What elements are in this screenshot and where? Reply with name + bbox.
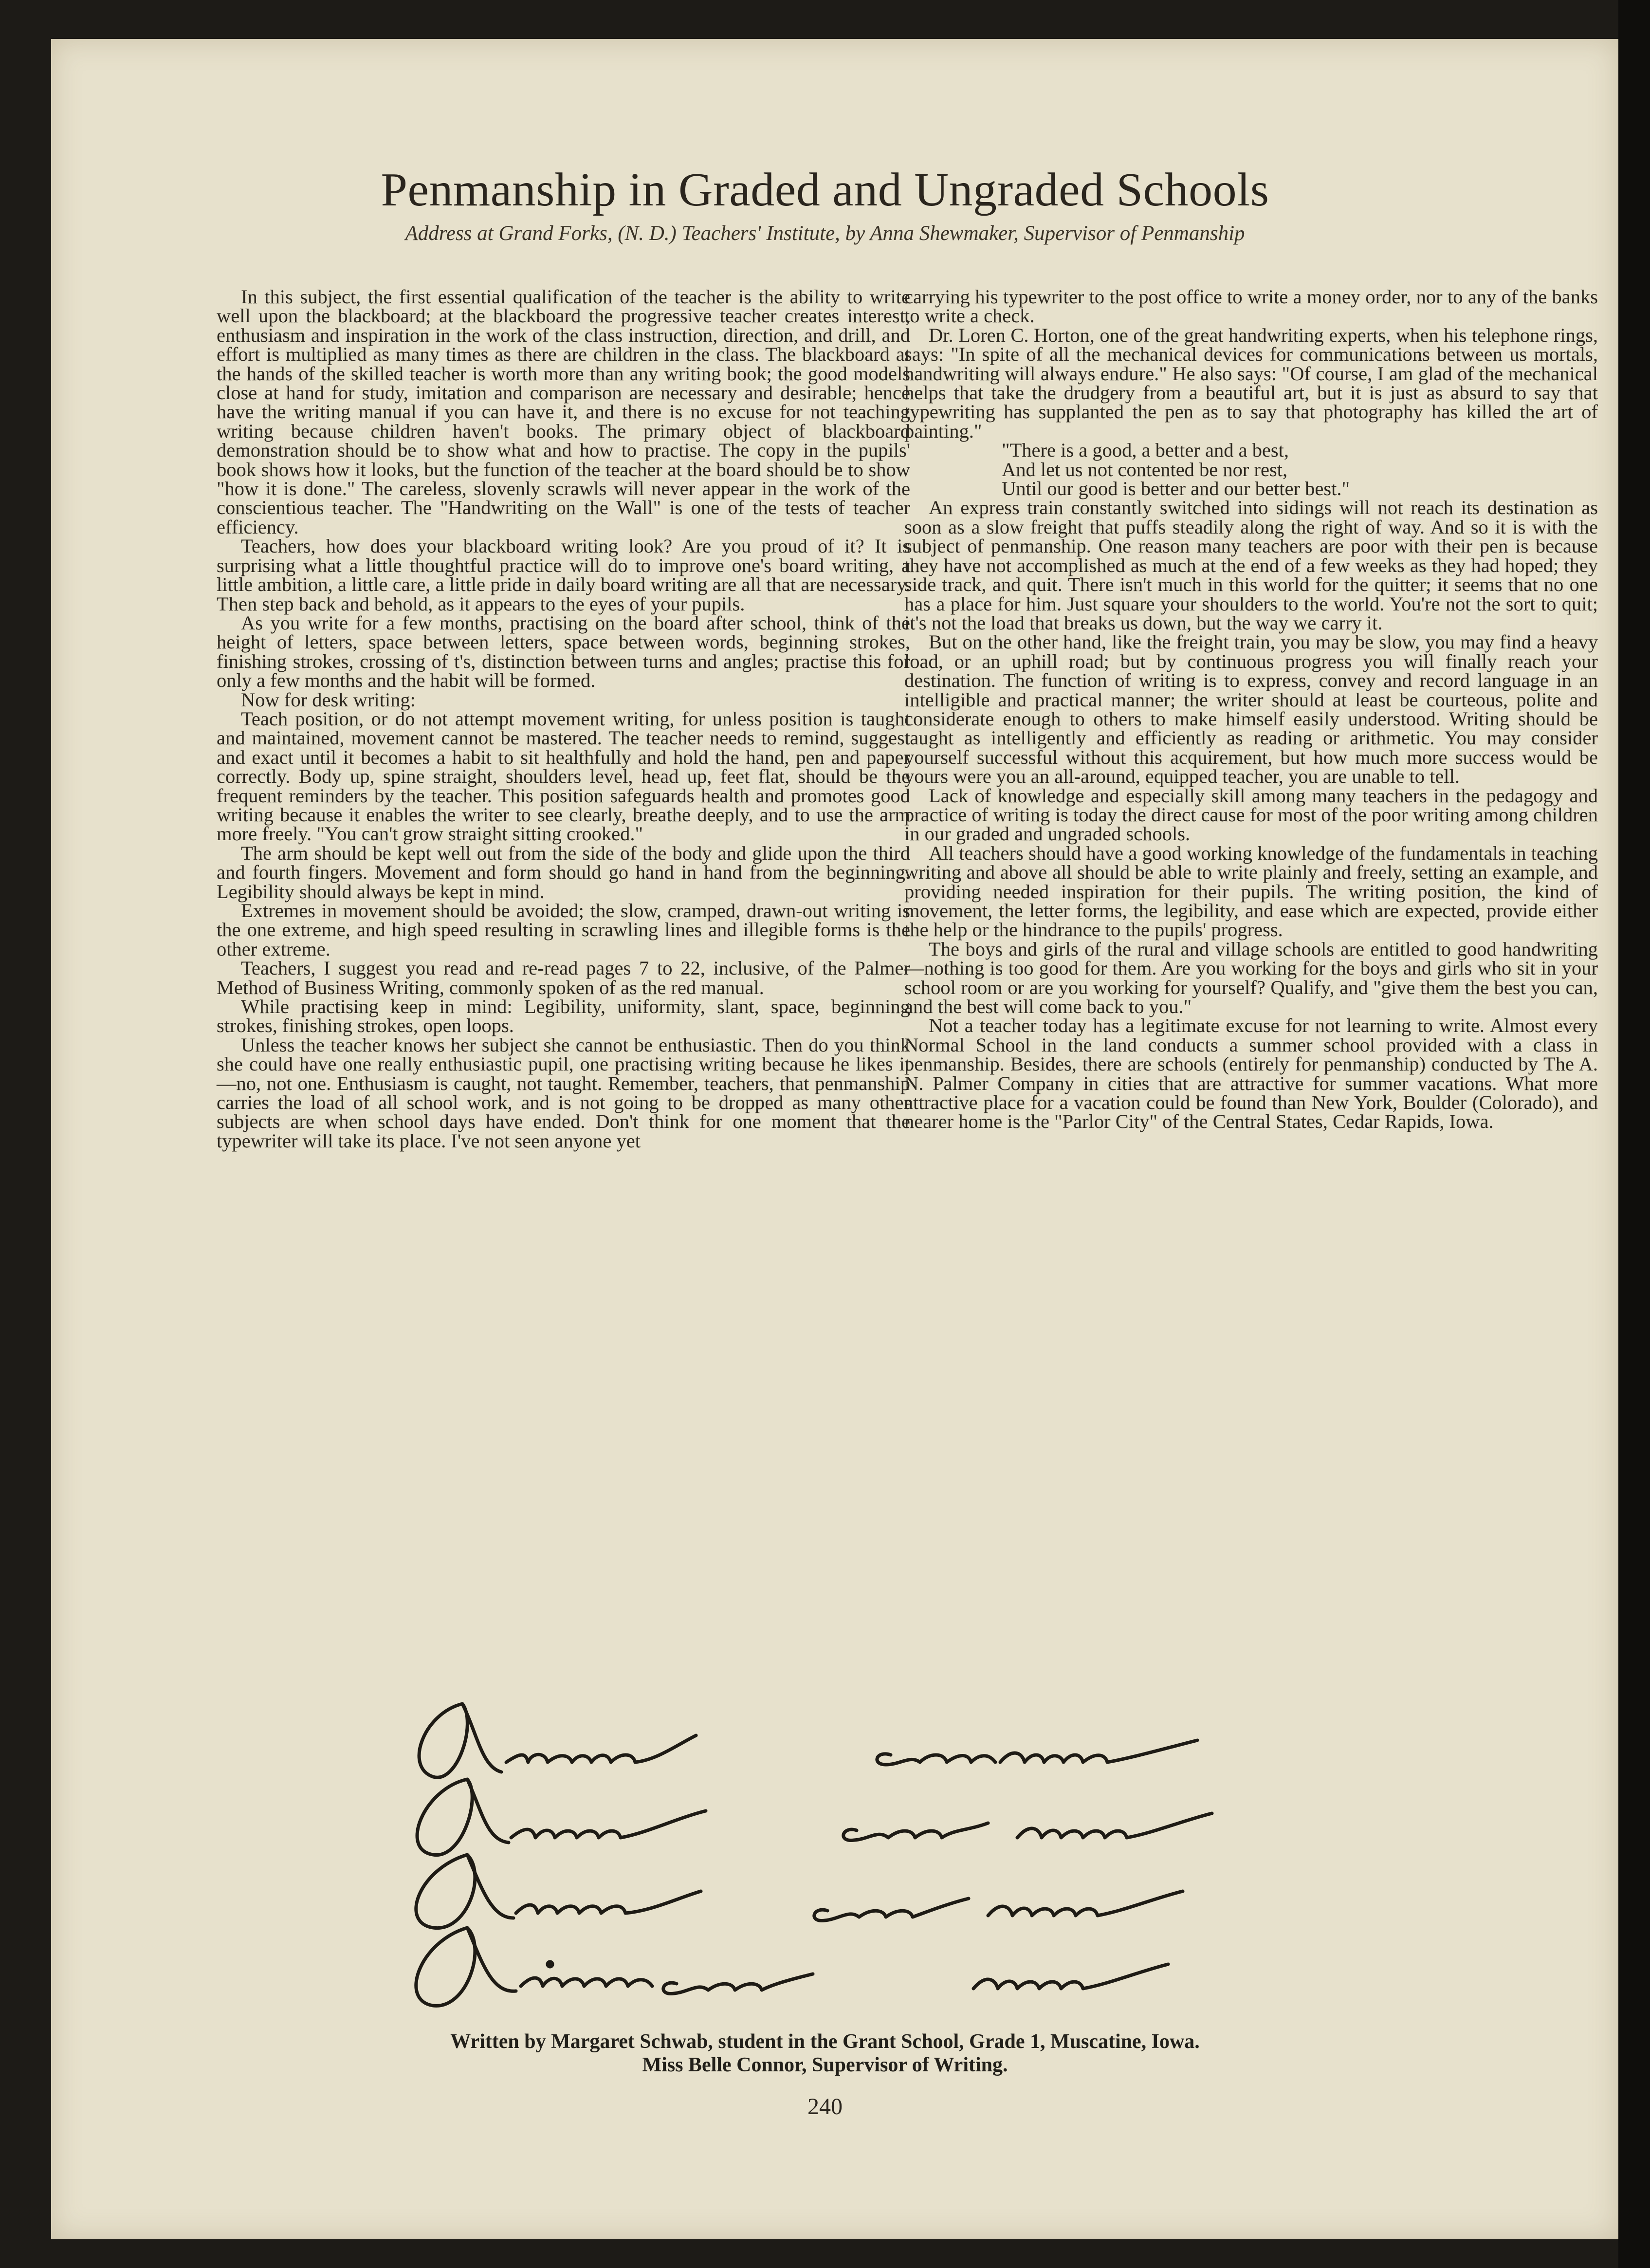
script-word-man [516,1891,701,1913]
verse-line: Until our good is better and our better best." [1002,478,1350,500]
paragraph: While practising keep in mind: Legibility, uniformity, slant, space, beginning strokes, finishing strokes, open loops. [217,996,910,1037]
article-subtitle: Address at Grand Forks, (N. D.) Teachers' Institute, by Anna Shewmaker, Supervisor of Penmanship [405,222,1245,245]
script-capital-a [417,1779,509,1855]
verse-line: "There is a good, a better and a best, [1002,439,1289,461]
script-word-can [843,1823,988,1840]
paragraph: All teachers should have a good working knowledge of the fundamentals in teaching writing and above all should be able to write plainly and freely, setting an example, and providing needed inspiration for their pupils. The writing position, the kind of movement, the letter forms, the legibility, and ease which are expected, provide either the help or the hindrance to the pupils' progress. [904,842,1598,941]
paragraph: An express train constantly switched into sidings will not reach its destination as soon as a slow freight that puffs steadily along the right of way. And so it is with the subject of penmanship. One reason many teachers are poor with their pen is because they have not accomplished as much at the end of a few weeks as they had hoped; they side track, and quit. There isn't much in this world for the quitter; it seems that no one has a place for him. Just square your shoulders to the world. You're not the sort to quit; it's not the load that breaks us down, but the way we carry it. [904,497,1598,634]
paragraph: Unless the teacher knows her subject she cannot be enthusiastic. Then do you think she could have one really enthusiastic pupil, one practising writing because he likes it—no, not one. Enthusiasm is caught, not taught. Remember, teachers, that penmanship carries the load of all school work, and is not going to be dropped as many other subjects are when school days have ended. Don't think for one moment that the typewriter will take its place. I've not seen anyone yet [217,1033,910,1152]
paragraph: The arm should be kept well out from the side of the body and glide upon the third and fourth fingers. Movement and form should go hand in hand from the beginning. Legibility should always be kept in mind. [217,842,910,903]
paragraph: Extremes in movement should be avoided; the slow, cramped, drawn-out writing is the one extreme, and high speed resulting in scrawling lines and illegible forms is the other extreme. [217,900,910,960]
script-word-man [511,1811,706,1838]
paragraph: Lack of knowledge and especially skill among many teachers in the pedagogy and practice of writing is today the direct cause for most of the poor writing among children in our graded and ungraded schools. [904,784,1598,845]
left-column [217,287,910,1150]
script-word-man [521,1978,652,1986]
paragraph: carrying his typewriter to the post office to write a money order, nor to any of the banks to write a check. [904,286,1598,327]
script-word-run [1000,1740,1197,1762]
caption-line: Miss Belle Connor, Supervisor of Writing. [642,2054,1008,2076]
verse-line: And let us not contented be nor rest, [1002,458,1288,480]
handwriting-sample-image [404,1694,1426,2010]
paragraph: Now for desk writing: [241,688,416,711]
script-capital-a [416,1855,513,1928]
paragraph: The boys and girls of the rural and village schools are entitled to good handwriting—nothing is too good for them. Are you working for the boys and girls who sit in your school room or are you working for yourself? Qualify, and "give them the best you can, and the best will come back to you." [904,938,1598,1018]
right-column [904,287,1598,1131]
script-dot [548,1962,552,1967]
paragraph: But on the other hand, like the freight train, you may be slow, you may find a heavy load, or an uphill road; but by continuous progress you will finally reach your destination. The function of writing is to express, convey and record language in an intelligible and practical manner; the writer should at least be courteous, polite and considerate enough to others to make himself easily understood. Writing should be taught as intelligently and efficiently as reading or arithmetic. You may consider yourself successful without this acquirement, but how much more success would be yours were you an all-around, equipped teacher, you are unable to tell. [904,631,1598,788]
script-word-run [1017,1813,1212,1838]
paragraph: As you write for a few months, practising on the board after school, think of the height of letters, space between letters, space between words, beginning strokes, finishing strokes, crossing of t's, distinction between turns and angles; practise this for only a few months and the habit will be formed. [217,611,910,692]
script-word-can [814,1899,969,1920]
paragraph: Teachers, how does your blackboard writing look? Are you proud of it? It is surprising what a little thoughtful practice will do to improve one's board writing, a little ambition, a little care, a little pride in daily board writing are all that are necessary. Then step back and behold, as it appears to the eyes of your pupils. [217,535,910,615]
paragraph: Not a teacher today has a legitimate excuse for not learning to write. Almost every Normal School in the land conducts a summer school provided with a class in penmanship. Besides, there are schools (entirely for penmanship) conducted by The A. N. Palmer Company in cities that are attractive for summer vacations. What more attractive place for a vacation could be found than New York, Boulder (Colorado), and nearer home is the "Parlor City" of the Central States, Cedar Rapids, Iowa. [904,1014,1598,1133]
page-number: 240 [807,2094,843,2120]
verse-quote [1002,441,1598,498]
script-word-run [973,1964,1168,1989]
script-word-can [663,1974,813,1993]
script-word-man [506,1735,696,1762]
scan-edge [1618,0,1650,2268]
caption-line: Written by Margaret Schwab, student in the Grant School, Grade 1, Muscatine, Iowa. [450,2030,1200,2053]
script-capital-a [416,1928,516,2006]
paragraph: Dr. Loren C. Horton, one of the great handwriting experts, when his telephone rings, says: "In spite of all the mechanical devices for communications between us mortals, handwriting will always endure." He also says: "Of course, I am glad of the mechanical helps that take the drudgery from a beautiful art, but it is just as absurd to say that typewriting has supplanted the pen as to say that photography has killed the art of painting." [904,324,1598,442]
article-title: Penmanship in Graded and Ungraded Schools [381,164,1269,216]
script-word-run [988,1891,1183,1916]
paragraph: Teach position, or do not attempt movement writing, for unless position is taught and maintained, movement cannot be mastered. The teacher needs to remind, suggest and exact until it becomes a habit to sit healthfully and hold the hand, pen and paper correctly. Body up, spine straight, shoulders level, head up, feet flat, should be the frequent reminders by the teacher. This position safeguards health and promotes good writing because it enables the writer to see clearly, breathe deeply, and to use the arm more freely. "You can't grow straight sitting crooked." [217,707,910,845]
script-capital-a [419,1704,501,1777]
script-word-can [877,1754,995,1765]
sample-caption [0,2030,1650,2077]
paragraph: Teachers, I suggest you read and re-read pages 7 to 22, inclusive, of the Palmer Method of Business Writing, commonly spoken of as the red manual. [217,957,910,998]
paragraph: In this subject, the first essential qualification of the teacher is the ability to write well upon the blackboard; at the blackboard the progressive teacher creates interest, enthusiasm and inspiration in the work of the class instruction, direction, and drill, and effort is multiplied as many times as there are children in the class. The blackboard at the hands of the skilled teacher is worth more than any writing book; the good models close at hand for study, imitation and comparison are necessary and desirable; hence have the writing manual if you can have it, and there is no excuse for not teaching writing because children haven't books. The primary object of blackboard demonstration should be to show what and how to practise. The copy in the pupils' book shows how it looks, but the function of the teacher at the board should be to show "how it is done." The careless, slovenly scrawls will never appear in the work of the conscientious teacher. The "Handwriting on the Wall" is one of the tests of teacher efficiency. [217,286,910,538]
